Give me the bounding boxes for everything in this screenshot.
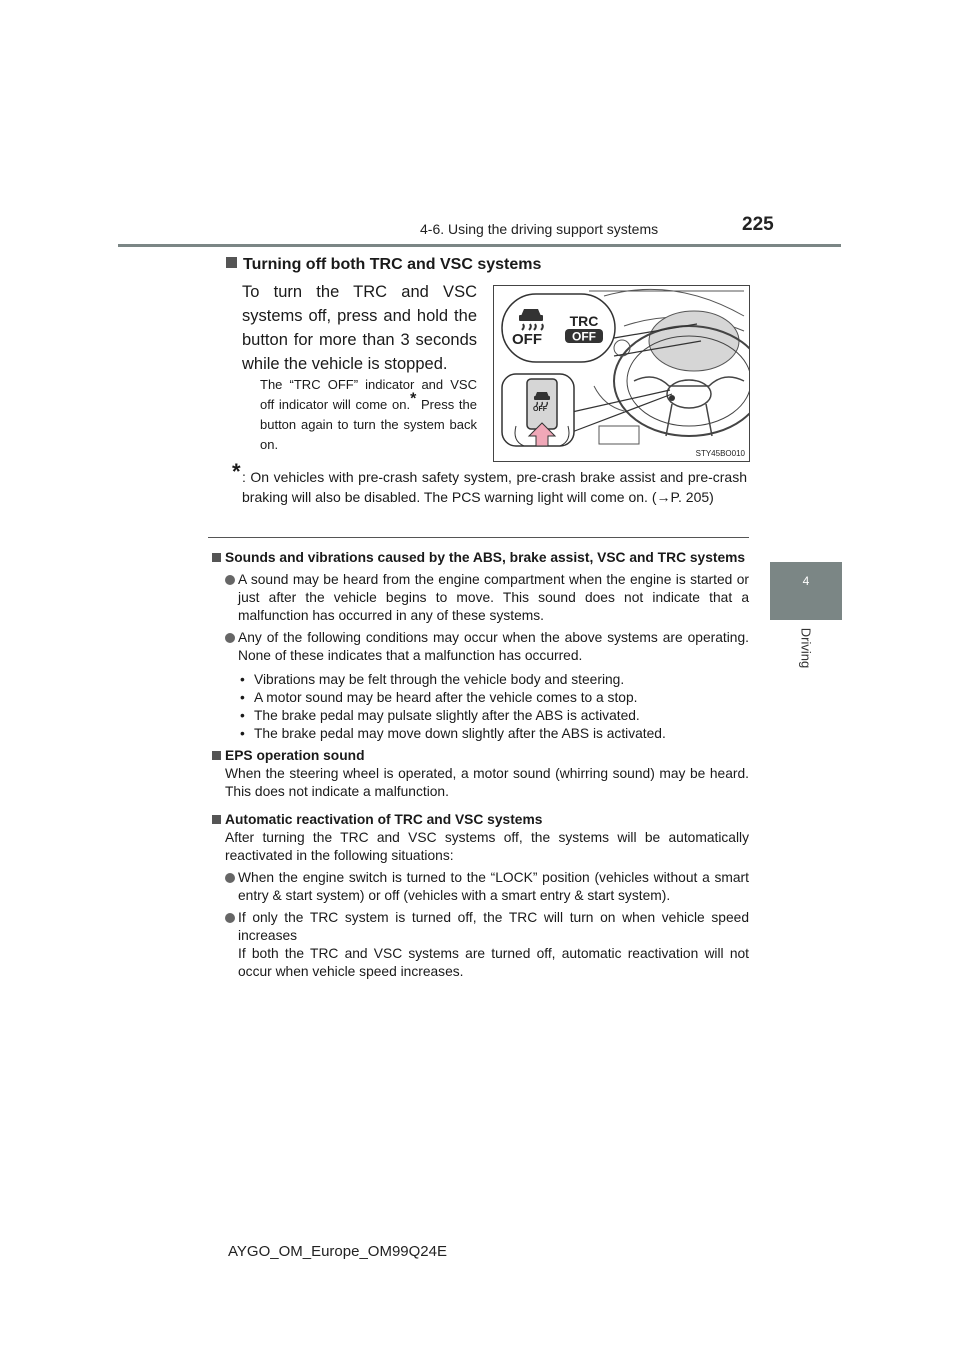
chapter-label: Driving — [798, 627, 814, 669]
eps-heading-text: EPS operation sound — [225, 748, 365, 763]
sub-list-item-text: Vibrations may be felt through the vehicle body and steering. — [254, 672, 625, 687]
bullet-glyph: • — [240, 726, 245, 741]
square-bullet-icon — [212, 751, 221, 760]
reactivation-text: After turning the TRC and VSC systems off, the systems will be automatically reactivated in the following situations: — [225, 830, 749, 863]
circle-bullet-icon — [225, 873, 235, 883]
trc-label: TRC — [569, 313, 599, 329]
button-off-text: OFF — [533, 406, 547, 413]
trc-off-label: OFF — [572, 329, 596, 344]
dashboard-illustration — [493, 285, 750, 462]
footnote-marker: * — [410, 390, 417, 408]
sub-list-item-text: The brake pedal may pulsate slightly after the ABS is activated. — [254, 708, 640, 723]
bullet-glyph: • — [240, 690, 245, 705]
eps-heading — [212, 747, 749, 765]
figure-code: STY45BO010 — [695, 449, 745, 458]
list-item-text: Any of the following conditions may occur when the above systems are operating. None of these indicates that a malfunction has occurred. — [238, 630, 749, 663]
footnote-marker: * — [232, 459, 241, 484]
footnote-text: : On vehicles with pre-crash safety system, pre-crash brake assist and pre-crash braking will also be disabled. The PCS warning light will come on. (→P. 205) — [242, 469, 747, 505]
indicator-note-text: The “TRC OFF” indicator and VSC off indicator will come on. — [260, 377, 477, 412]
sub-list — [212, 671, 749, 743]
chapter-tab — [770, 562, 842, 620]
section-heading — [226, 256, 541, 274]
sounds-heading-text: Sounds and vibrations caused by the ABS, brake assist, VSC and TRC systems — [225, 550, 746, 565]
square-bullet-icon — [212, 553, 221, 562]
vsc-off-text: OFF — [512, 331, 542, 348]
document-id: AYGO_OM_Europe_OM99Q24E — [228, 1243, 447, 1260]
list-item — [212, 869, 749, 905]
sub-list-item — [240, 707, 749, 725]
sub-list-item — [240, 671, 749, 689]
section-title: 4-6. Using the driving support systems — [420, 221, 659, 237]
list-item — [212, 909, 749, 981]
sub-list-item-text: The brake pedal may move down slightly after the ABS is activated. — [254, 726, 666, 741]
page-number: 225 — [742, 214, 774, 235]
chapter-number: 4 — [802, 574, 810, 588]
reactivation-heading — [212, 811, 749, 829]
footnote — [232, 459, 747, 507]
indicator-note — [260, 375, 477, 455]
list-item — [212, 571, 749, 625]
list-item-text-2: If both the TRC and VSC systems are turned off, automatic reactivation will not occur when vehicle speed increases. — [238, 946, 749, 979]
circle-bullet-icon — [225, 575, 235, 585]
divider — [208, 537, 749, 538]
reactivation-heading-text: Automatic reactivation of TRC and VSC systems — [225, 812, 543, 827]
sub-list-item-text: A motor sound may be heard after the vehicle comes to a stop. — [254, 690, 638, 705]
list-item-text: A sound may be heard from the engine compartment when the engine is started or just after the vehicle begins to move. This sound does not indicate that a malfunction has occurred in any of these systems. — [238, 572, 749, 623]
list-item-text: When the engine switch is turned to the “LOCK” position (vehicles without a smart entry & start system) or off (vehicles with a smart entry & start system). — [238, 870, 749, 903]
indicator-note-text-2: Press the button again to turn the system back on. — [260, 397, 477, 452]
square-bullet-icon — [226, 257, 237, 268]
bullet-glyph: • — [240, 672, 245, 687]
section-heading-text: Turning off both TRC and VSC systems — [243, 256, 542, 273]
circle-bullet-icon — [225, 913, 235, 923]
eps-text: When the steering wheel is operated, a motor sound (whirring sound) may be heard. This does not indicate a malfunction. — [225, 766, 749, 799]
sub-list-item — [240, 725, 749, 743]
instruction-text: To turn the TRC and VSC systems off, press and hold the button for more than 3 seconds while the vehicle is stopped. — [242, 283, 477, 373]
sounds-heading — [212, 549, 749, 567]
bullet-glyph: • — [240, 708, 245, 723]
list-item-text: If only the TRC system is turned off, the TRC will turn on when vehicle speed increases — [238, 910, 749, 943]
sub-list-item — [240, 689, 749, 707]
header-rule — [118, 244, 841, 247]
square-bullet-icon — [212, 815, 221, 824]
circle-bullet-icon — [225, 633, 235, 643]
notes-section — [212, 545, 749, 981]
dashboard-drawing — [494, 286, 749, 461]
list-item — [212, 629, 749, 665]
